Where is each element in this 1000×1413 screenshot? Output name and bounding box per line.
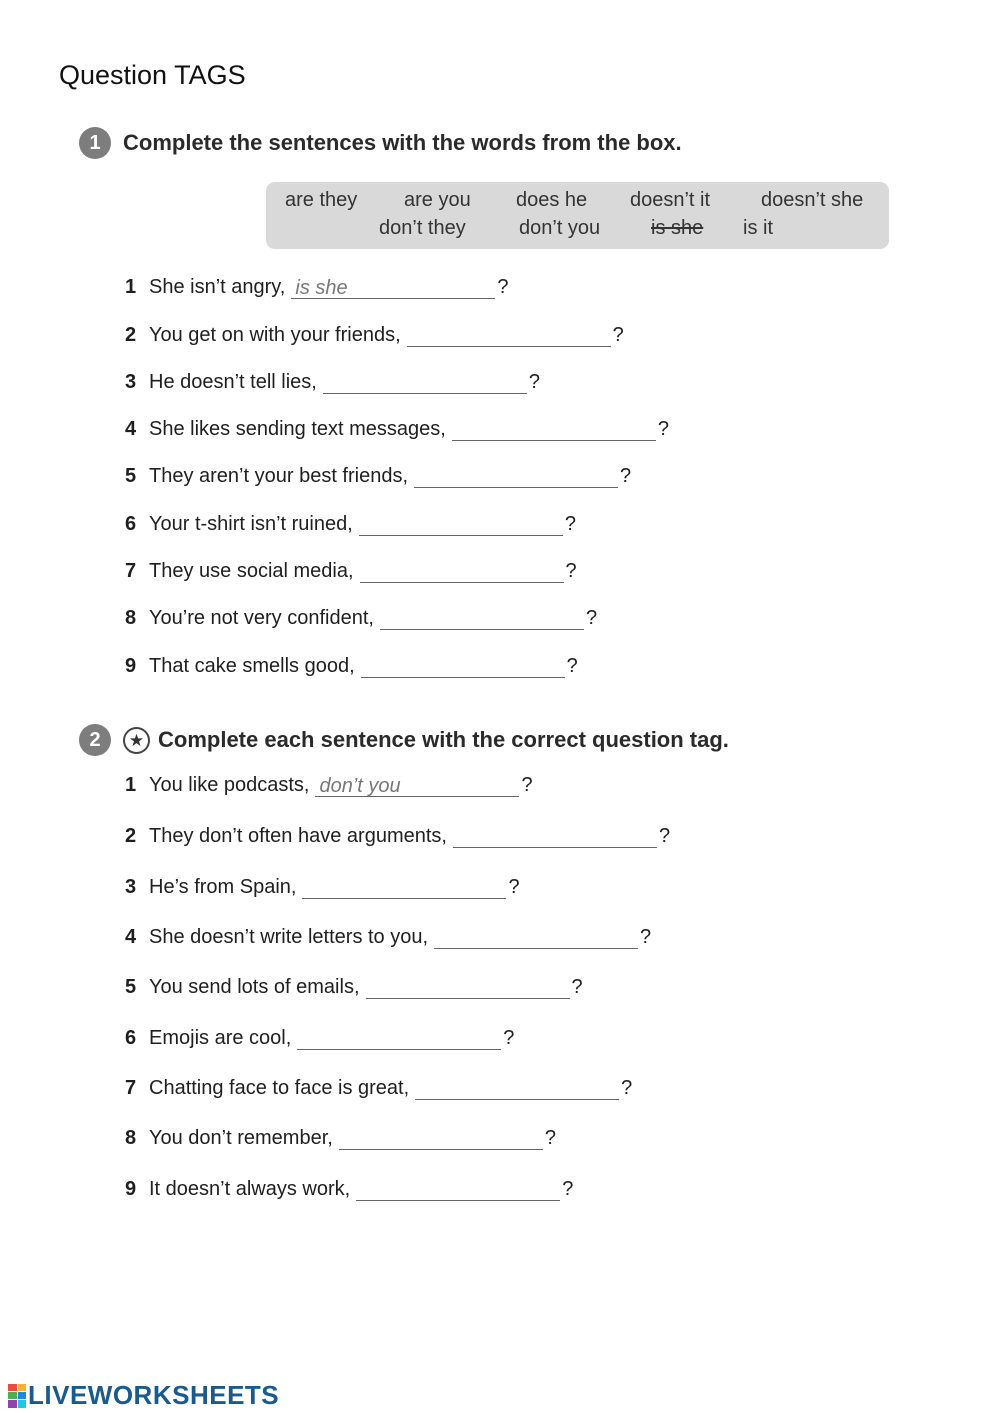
- item-number: 3: [125, 371, 137, 393]
- question-mark: ?: [620, 465, 632, 487]
- question-mark: ?: [497, 276, 509, 298]
- question-mark: ?: [585, 607, 598, 629]
- word-box: [266, 182, 889, 249]
- answer-blank[interactable]: [356, 1179, 560, 1201]
- exercise-1-item: [125, 513, 576, 536]
- exercise-1-item: [125, 560, 577, 583]
- word-box-item: doesn’t she: [761, 189, 864, 211]
- item-sentence: You don’t remember,: [149, 1127, 333, 1149]
- word-box-item-used: is she: [651, 217, 704, 239]
- exercise-2-item: [125, 926, 651, 949]
- question-mark: ?: [564, 513, 576, 535]
- answer-blank[interactable]: [361, 656, 565, 678]
- item-sentence: Your t-shirt isn’t ruined,: [149, 513, 353, 535]
- exercise-2-instruction: Complete each sentence with the correct question tag.: [158, 727, 729, 752]
- exercise-1-item: [125, 655, 578, 678]
- item-sentence: You get on with your friends,: [149, 324, 401, 346]
- answer-blank[interactable]: [434, 927, 638, 949]
- item-sentence: She likes sending text messages,: [149, 418, 446, 440]
- answer-blank[interactable]: don’t you: [315, 775, 519, 797]
- item-number: 4: [125, 926, 137, 948]
- answer-blank[interactable]: [407, 325, 611, 347]
- answer-blank[interactable]: [366, 977, 570, 999]
- item-sentence: They don’t often have arguments,: [149, 825, 447, 847]
- question-mark: ?: [508, 876, 520, 898]
- exercise-1-instruction: Complete the sentences with the words from the box.: [123, 130, 682, 155]
- question-mark: ?: [528, 371, 540, 393]
- exercise-1-item: [125, 607, 597, 630]
- exercise-1-header: [79, 127, 682, 159]
- question-mark: ?: [565, 560, 577, 582]
- word-box-item: does he: [516, 189, 588, 211]
- item-sentence: You’re not very confident,: [149, 607, 374, 629]
- item-number: 8: [125, 1127, 137, 1149]
- item-number: 5: [125, 465, 137, 487]
- exercise-2-number-badge: 2: [79, 724, 111, 756]
- question-mark: ?: [503, 1027, 515, 1049]
- word-box-item: are they: [285, 189, 358, 211]
- answer-blank[interactable]: [339, 1128, 543, 1150]
- question-mark: ?: [571, 976, 583, 998]
- word-box-item: don’t they: [379, 217, 466, 239]
- answer-blank[interactable]: [414, 466, 618, 488]
- exercise-2-item: [125, 876, 520, 899]
- item-number: 4: [125, 418, 137, 440]
- item-sentence: You send lots of emails,: [149, 976, 360, 998]
- word-box-item: is it: [743, 217, 773, 239]
- word-box-item: are you: [404, 189, 471, 211]
- item-sentence: That cake smells good,: [149, 655, 355, 677]
- item-sentence: She isn’t angry,: [149, 276, 286, 298]
- logo-icon: [8, 1384, 26, 1408]
- exercise-1-item: [125, 465, 631, 488]
- item-sentence: He doesn’t tell lies,: [149, 371, 317, 393]
- answer-blank[interactable]: [415, 1078, 619, 1100]
- exercise-1-item: [125, 276, 509, 299]
- answer-blank[interactable]: [323, 372, 527, 394]
- word-box-item: don’t you: [519, 217, 601, 239]
- item-number: 5: [125, 976, 137, 998]
- exercise-1-number-badge: 1: [79, 127, 111, 159]
- question-mark: ?: [562, 1178, 574, 1200]
- page-title: Question TAGS: [59, 60, 246, 90]
- question-mark: ?: [521, 774, 533, 796]
- item-sentence: He’s from Spain,: [149, 876, 297, 898]
- exercise-2-item: [125, 976, 583, 999]
- item-number: 7: [125, 1077, 137, 1099]
- item-number: 6: [125, 1027, 137, 1049]
- question-mark: ?: [612, 324, 624, 346]
- item-number: 1: [125, 276, 137, 298]
- answer-blank[interactable]: [359, 514, 563, 536]
- exercise-2-item: [125, 774, 533, 797]
- item-sentence: It doesn’t always work,: [149, 1178, 351, 1200]
- logo-text: LIVEWORKSHEETS: [28, 1380, 280, 1410]
- item-number: 3: [125, 876, 137, 898]
- item-number: 1: [125, 774, 137, 796]
- answer-blank[interactable]: [360, 561, 564, 583]
- exercise-2-item: [125, 825, 670, 848]
- question-mark: ?: [640, 926, 652, 948]
- answer-blank[interactable]: [302, 877, 506, 899]
- item-number: 9: [125, 655, 137, 677]
- answer-blank[interactable]: [297, 1028, 501, 1050]
- answer-blank[interactable]: [453, 826, 657, 848]
- question-mark: ?: [658, 825, 671, 847]
- exercise-2-item: [125, 1077, 632, 1100]
- answer-blank[interactable]: [380, 608, 584, 630]
- question-mark: ?: [544, 1127, 556, 1149]
- item-sentence: They aren’t your best friends,: [149, 465, 409, 487]
- item-number: 8: [125, 607, 137, 629]
- question-mark: ?: [657, 418, 669, 440]
- exercise-2-header: [79, 724, 729, 756]
- item-number: 2: [125, 825, 137, 847]
- item-sentence: You like podcasts,: [149, 774, 310, 796]
- word-box-item: doesn’t it: [630, 189, 711, 211]
- exercise-2-item: [125, 1178, 573, 1201]
- exercise-1-item: [125, 371, 540, 394]
- question-mark: ?: [566, 655, 578, 677]
- item-number: 2: [125, 324, 137, 346]
- answer-blank[interactable]: is she: [291, 277, 495, 299]
- item-sentence: Chatting face to face is great,: [149, 1077, 410, 1099]
- item-number: 7: [125, 560, 137, 582]
- item-sentence: They use social media,: [149, 560, 354, 582]
- liveworksheets-logo[interactable]: [8, 1380, 279, 1411]
- item-sentence: She doesn’t write letters to you,: [149, 926, 429, 948]
- answer-blank[interactable]: [452, 419, 656, 441]
- item-sentence: Emojis are cool,: [149, 1027, 292, 1049]
- item-number: 9: [125, 1178, 137, 1200]
- question-mark: ?: [621, 1077, 633, 1099]
- exercise-2-item: [125, 1127, 556, 1150]
- exercise-1-item: [125, 418, 669, 441]
- exercise-1-item: [125, 324, 624, 347]
- star-icon: ★: [123, 727, 150, 754]
- item-number: 6: [125, 513, 137, 535]
- exercise-2-item: [125, 1027, 514, 1050]
